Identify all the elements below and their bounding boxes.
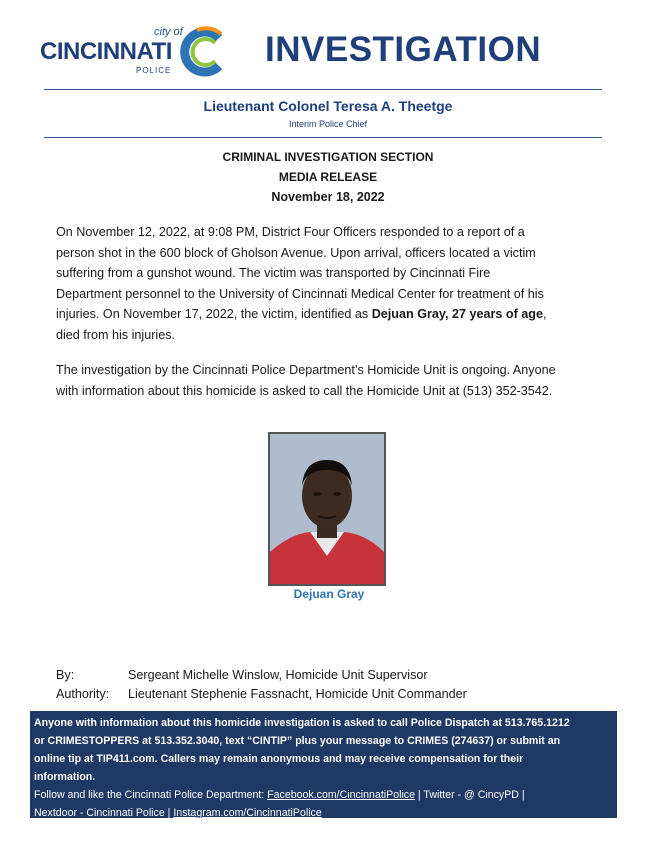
body-paragraph-2 [56,360,616,401]
footer-text: Nextdoor - Cincinnati Police | [34,807,174,819]
page-title: INVESTIGATION [265,30,542,69]
footer-line: or CRIMESTOPPERS at 513.352.3040, text “CINTIP” plus your message to CRIMES (274637) or submit an [34,735,561,747]
body-line [56,304,616,325]
body-line: On November 12, 2022, at 9:08 PM, District Four Officers responded to a report of a [56,225,525,239]
byline-authority [56,687,467,701]
release-type: MEDIA RELEASE [278,170,378,184]
byline-by [56,668,428,682]
logo-cincinnati: CINCINNATI [40,38,172,65]
release-date: November 18, 2022 [271,190,385,204]
chief-name: Lieutenant Colonel Teresa A. Theetge [203,98,453,114]
logo-city-of: city of [154,26,183,38]
body-line: The investigation by the Cincinnati Police Department’s Homicide Unit is ongoing. Anyone [56,363,556,377]
logo-police: POLICE [136,66,172,75]
footer-text: Follow and like the Cincinnati Police Department: [34,789,268,801]
body-paragraph-1 [56,222,616,345]
cincinnati-police-logo [40,26,230,78]
header-rule-bottom [44,137,602,138]
footer-text: | Twitter - @ CincyPD | [414,789,525,801]
section-title: CRIMINAL INVESTIGATION SECTION [222,150,434,164]
footer-line: Anyone with information about this homicide investigation is asked to call Police Dispatch at 513.765.1212 [34,717,570,729]
logo-c-emblem-icon [177,26,229,78]
authority-label: Authority: [56,687,110,701]
photo-caption: Dejuan Gray [293,587,365,601]
footer-social-line [34,804,613,822]
chief-title: Interim Police Chief [288,119,368,129]
header-rule-top [44,89,602,90]
victim-identity: Dejuan Gray, 27 years of age [371,307,543,321]
by-value: Sergeant Michelle Winslow, Homicide Unit Supervisor [128,668,428,682]
body-text: , [542,307,547,321]
body-line: suffering from a gunshot wound. The victim was transported by Cincinnati Fire [56,266,491,280]
body-text: injuries. On November 17, 2022, the victim, identified as [56,307,372,321]
authority-value: Lieutenant Stephenie Fassnacht, Homicide Unit Commander [128,687,467,701]
tip-footer [30,711,617,818]
instagram-link[interactable]: Instagram.com/CincinnatiPolice [173,807,322,819]
by-label: By: [56,668,75,682]
facebook-link[interactable]: Facebook.com/CincinnatiPolice [267,789,415,801]
body-line: died from his injuries. [56,327,175,342]
footer-line: online tip at TIP411.com. Callers may remain anonymous and may receive compensation for their [34,753,524,765]
footer-social-line [34,786,613,804]
body-line: Department personnel to the University of Cincinnati Medical Center for treatment of his [56,286,544,301]
body-line: person shot in the 600 block of Gholson Avenue. Upon arrival, officers located a victim [56,245,536,260]
footer-line: information. [34,771,96,783]
victim-photo [268,432,386,586]
body-line: with information about this homicide is asked to call the Homicide Unit at (513) 352-3542. [56,383,553,398]
